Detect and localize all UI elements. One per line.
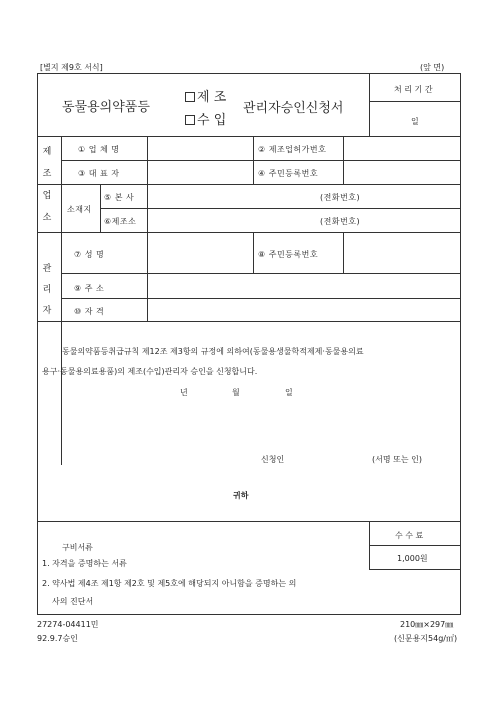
fee-value: 1,000원 [397, 554, 428, 563]
title-left: 동물용의약품등 [62, 100, 150, 115]
paper-type: (신문용지54g/㎡) [394, 634, 458, 643]
manager-section-label: 관 리 자 [42, 264, 52, 316]
date-year: 년 [180, 388, 188, 397]
form-number: [별지 제9호 서식] [40, 63, 103, 72]
company-name-field[interactable] [150, 139, 250, 158]
manager-qualification-field[interactable] [150, 301, 458, 319]
processing-period-value: 일 [411, 117, 419, 126]
permit-number-field[interactable] [346, 139, 458, 158]
head-office-label: ⑤ 본 사 [104, 193, 135, 202]
signature-label: (서명 또는 인) [372, 455, 422, 464]
manufacturer-section-label: 제 조 업 소 [42, 147, 52, 223]
form-code: 27274-04411민 [37, 620, 99, 629]
factory-field[interactable] [150, 211, 458, 230]
date-month: 월 [232, 388, 240, 397]
factory-phone-label: (전화번호) [320, 217, 361, 226]
permit-number-label: ② 제조업허가번호 [258, 145, 327, 154]
company-name-label: ① 업 체 명 [78, 145, 120, 154]
location-label: 소재지 [67, 205, 92, 214]
addressee-label: 귀하 [233, 491, 249, 500]
application-line-1: 동물의약품등취급규칙 제12조 제3항의 규정에 의하여(동물용생물학적제제·동물용의료 [62, 347, 364, 356]
approval-date: 92.9.7승인 [37, 634, 78, 643]
title-right: 관리자승인신청서 [243, 101, 344, 116]
manager-resident-number-field[interactable] [346, 235, 458, 270]
factory-label: ⑥제조소 [104, 217, 137, 226]
manager-name-label: ⑦ 성 명 [74, 250, 105, 259]
document-item-1: 1. 자격을 증명하는 서류 [42, 559, 127, 568]
fee-label: 수 수 료 [395, 531, 424, 540]
manager-name-field[interactable] [150, 235, 250, 270]
option-manufacture[interactable]: 제 조 [185, 86, 226, 105]
head-office-phone-label: (전화번호) [320, 193, 361, 202]
manager-address-label: ⑨ 주 소 [74, 284, 105, 293]
processing-period-label: 처 리 기 간 [394, 85, 433, 94]
manager-address-field[interactable] [150, 276, 458, 296]
document-item-2-line-2: 사의 진단서 [52, 597, 94, 606]
checkbox-import-icon[interactable] [185, 115, 195, 125]
date-day: 일 [285, 388, 293, 397]
representative-label: ③ 대 표 자 [78, 169, 120, 178]
manager-qualification-label: ⑩ 자 격 [74, 307, 105, 316]
page-side-label: (앞 면) [420, 63, 445, 72]
applicant-label: 신청인 [261, 455, 285, 464]
manufacturer-resident-number-field[interactable] [346, 163, 458, 182]
head-office-field[interactable] [150, 187, 458, 206]
checkbox-manufacture-icon[interactable] [185, 92, 195, 102]
paper-size: 210㎜×297㎜ [400, 620, 454, 629]
option-import[interactable]: 수 입 [185, 109, 226, 128]
representative-field[interactable] [150, 163, 250, 182]
document-item-2-line-1: 2. 약사법 제4조 제1항 제2호 및 제5호에 해당되지 아니함을 증명하는 의 [42, 579, 297, 588]
manufacturer-resident-number-label: ④ 주민등록번호 [258, 169, 319, 178]
application-line-2: 용구·동물용의료용품)의 제조(수입)관리자 승인을 신청합니다. [42, 367, 258, 376]
manager-resident-number-label: ⑧ 주민등록번호 [258, 250, 319, 259]
documents-title: 구비서류 [62, 543, 93, 552]
